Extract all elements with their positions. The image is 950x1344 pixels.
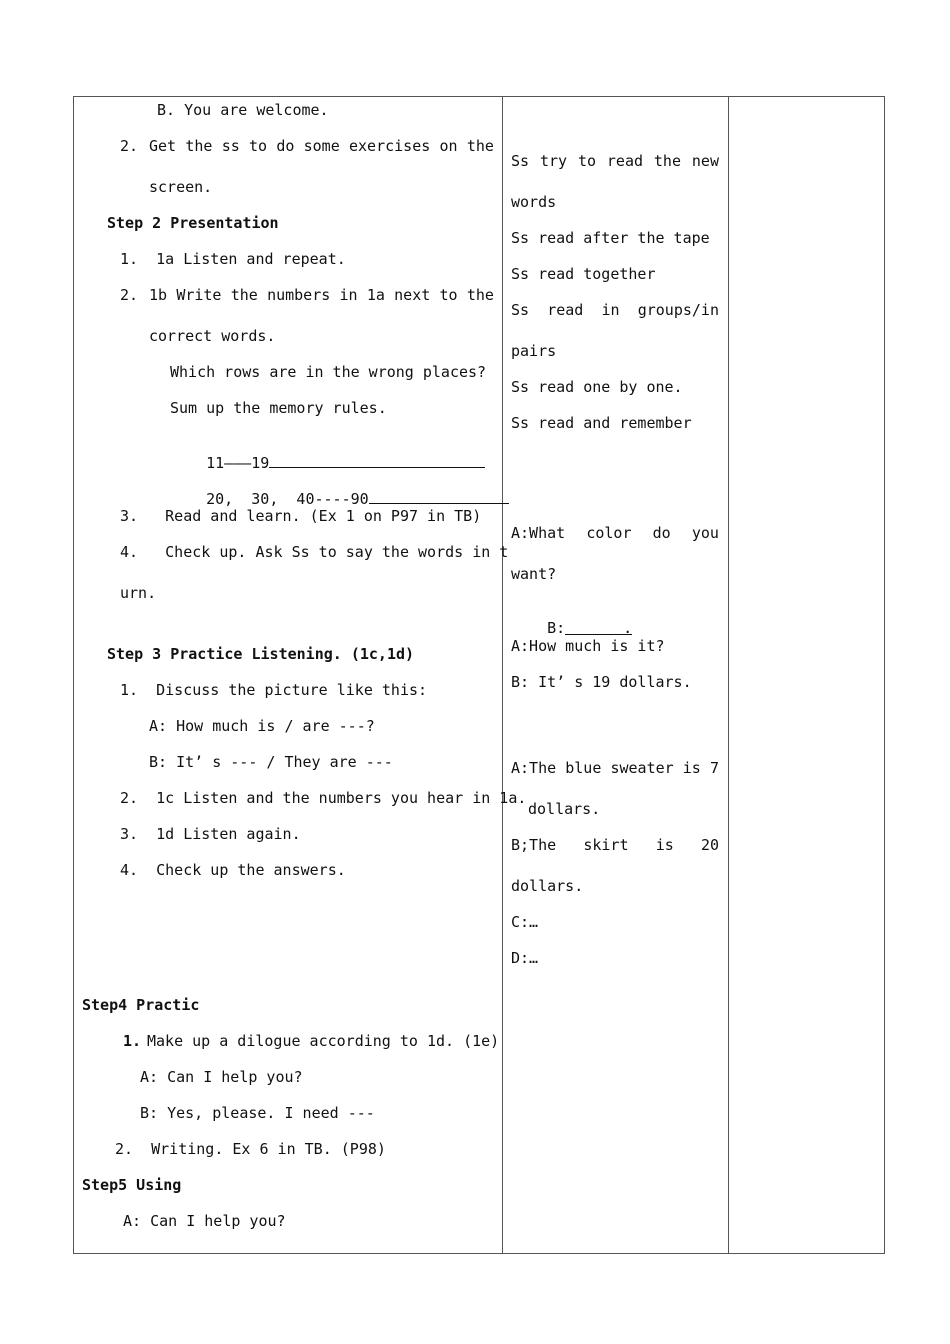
rule-row-2-text: 20, 30, 40----90: [206, 490, 369, 508]
activity-line-5: Ss read one by one.: [511, 378, 683, 396]
step-5-heading: Step5 Using: [82, 1176, 182, 1194]
item-2-word: Get: [149, 137, 177, 155]
item-2-word: exercises: [349, 137, 431, 155]
b-welcome-line: B. You are welcome.: [157, 101, 329, 119]
activity-line-4-word: Ss: [511, 301, 530, 319]
step-4-item-1: Make up a dilogue according to 1d. (1e): [147, 1032, 500, 1050]
step-2-item-2-word: in: [339, 286, 358, 304]
dialogue-line-1-word: A:What: [511, 524, 566, 542]
step-3-item-2: 2. 1c Listen and the numbers you hear in 1a.: [120, 789, 527, 807]
item-2-word: the: [466, 137, 494, 155]
dialogue-line-1-continuation: want?: [511, 565, 557, 583]
activity-line-4-word: groups/in: [637, 301, 719, 319]
example-line-2-word: B;The: [511, 836, 557, 854]
step-2-item-2-word: next: [394, 286, 431, 304]
example-line-4: D:…: [511, 949, 539, 967]
example-line-2-continuation: dollars.: [511, 877, 584, 895]
dialogue-line-1-word: you: [691, 524, 719, 542]
item-2-line: [149, 137, 494, 155]
dialogue-line-4: B: It’ s 19 dollars.: [511, 673, 692, 691]
activity-line-1-word: to: [577, 152, 596, 170]
step-4-heading: Step4 Practic: [82, 996, 200, 1014]
step-5-example-a: A: Can I help you?: [123, 1212, 286, 1230]
rule-row-1-text: 11———19: [206, 454, 270, 472]
example-line-2-word: 20: [700, 836, 719, 854]
step-3-example-b: B: It’ s --- / They are ---: [149, 753, 393, 771]
item-2-word: some: [303, 137, 340, 155]
rule-row-1-blank: [269, 453, 485, 468]
step-2-item-2-word: 1b: [149, 286, 168, 304]
dialogue-line-1-word: do: [652, 524, 671, 542]
activity-line-1-continuation: words: [511, 193, 557, 211]
step-3-example-a: A: How much is / are ---?: [149, 717, 375, 735]
activity-line-1-word: the: [653, 152, 681, 170]
column-divider-1: [502, 97, 503, 1253]
activity-line-6: Ss read and remember: [511, 414, 692, 432]
rule-row-2-blank: [369, 489, 509, 504]
step-3-item-3: 3. 1d Listen again.: [120, 825, 301, 843]
step-2-question-1: Which rows are in the wrong places?: [170, 363, 487, 381]
item-2-number: 2.: [120, 137, 139, 155]
activity-line-1-word: Ss: [511, 152, 530, 170]
step-4-item-2: 2. Writing. Ex 6 in TB. (P98): [115, 1140, 386, 1158]
step-2-item-4: 4. Check up. Ask Ss to say the words in t: [120, 543, 509, 561]
example-line-2-word: is: [655, 836, 674, 854]
step-2-question-2: Sum up the memory rules.: [170, 399, 387, 417]
step-2-item-2-word: to: [439, 286, 458, 304]
step-2-item-2-number: 2.: [120, 286, 139, 304]
step-3-item-1: 1. Discuss the picture like this:: [120, 681, 428, 699]
activity-line-1-word: read: [606, 152, 644, 170]
step-2-item-2-word: 1a: [366, 286, 385, 304]
example-line-1-word: blue: [565, 759, 602, 777]
example-line-2-word: skirt: [583, 836, 629, 854]
step-2-item-2-line: [149, 286, 494, 304]
item-2-word: to: [249, 137, 268, 155]
dialogue-line-1-word: color: [586, 524, 632, 542]
activity-line-4-word: in: [601, 301, 620, 319]
column-divider-2: [728, 97, 729, 1253]
step-2-item-1: 1. 1a Listen and repeat.: [120, 250, 346, 268]
example-line-1-continuation: dollars.: [528, 800, 601, 818]
activity-line-3: Ss read together: [511, 265, 656, 283]
step-2-item-2-word: the: [230, 286, 258, 304]
step-3-item-4: 4. Check up the answers.: [120, 861, 346, 879]
dialogue-line-1: [511, 524, 719, 542]
item-2-word: on: [439, 137, 458, 155]
example-line-1: [511, 759, 719, 777]
example-line-1-word: sweater: [610, 759, 674, 777]
step-2-item-4-continuation: urn.: [120, 584, 157, 602]
dialogue-line-3: A:How much is it?: [511, 637, 665, 655]
step-2-item-2-word: the: [466, 286, 494, 304]
example-line-3: C:…: [511, 913, 539, 931]
dialogue-line-2-suffix: .: [623, 619, 633, 637]
dialogue-line-2-prefix: B:: [547, 619, 566, 637]
activity-line-4-word: read: [547, 301, 584, 319]
step-2-item-2-continuation: correct words.: [149, 327, 276, 345]
activity-line-4-continuation: pairs: [511, 342, 557, 360]
step-4-example-b: B: Yes, please. I need ---: [140, 1104, 375, 1122]
step-4-item-1-number: 1.: [123, 1032, 142, 1050]
step-2-heading: Step 2 Presentation: [107, 214, 279, 232]
activity-line-1-word: try: [539, 152, 568, 170]
example-line-1-word: A:The: [511, 759, 557, 777]
item-2-word: the: [185, 137, 213, 155]
step-2-item-2-word: Write: [176, 286, 222, 304]
item-2-word: ss: [221, 137, 240, 155]
example-line-1-word: is: [682, 759, 701, 777]
dialogue-line-2-blank: [565, 619, 632, 635]
item-2-continuation: screen.: [149, 178, 213, 196]
example-line-1-word: 7: [709, 759, 719, 777]
step-4-example-a: A: Can I help you?: [140, 1068, 303, 1086]
activity-line-1-word: new: [691, 152, 719, 170]
item-2-word: do: [276, 137, 295, 155]
example-line-2: [511, 836, 719, 854]
activity-line-2: Ss read after the tape: [511, 229, 710, 247]
step-2-item-2-word: numbers: [267, 286, 331, 304]
step-2-item-3: 3. Read and learn. (Ex 1 on P97 in TB): [120, 507, 482, 525]
activity-line-1: [511, 152, 719, 170]
activity-line-4: [511, 301, 719, 319]
step-3-heading: Step 3 Practice Listening. (1c,1d): [107, 645, 415, 663]
